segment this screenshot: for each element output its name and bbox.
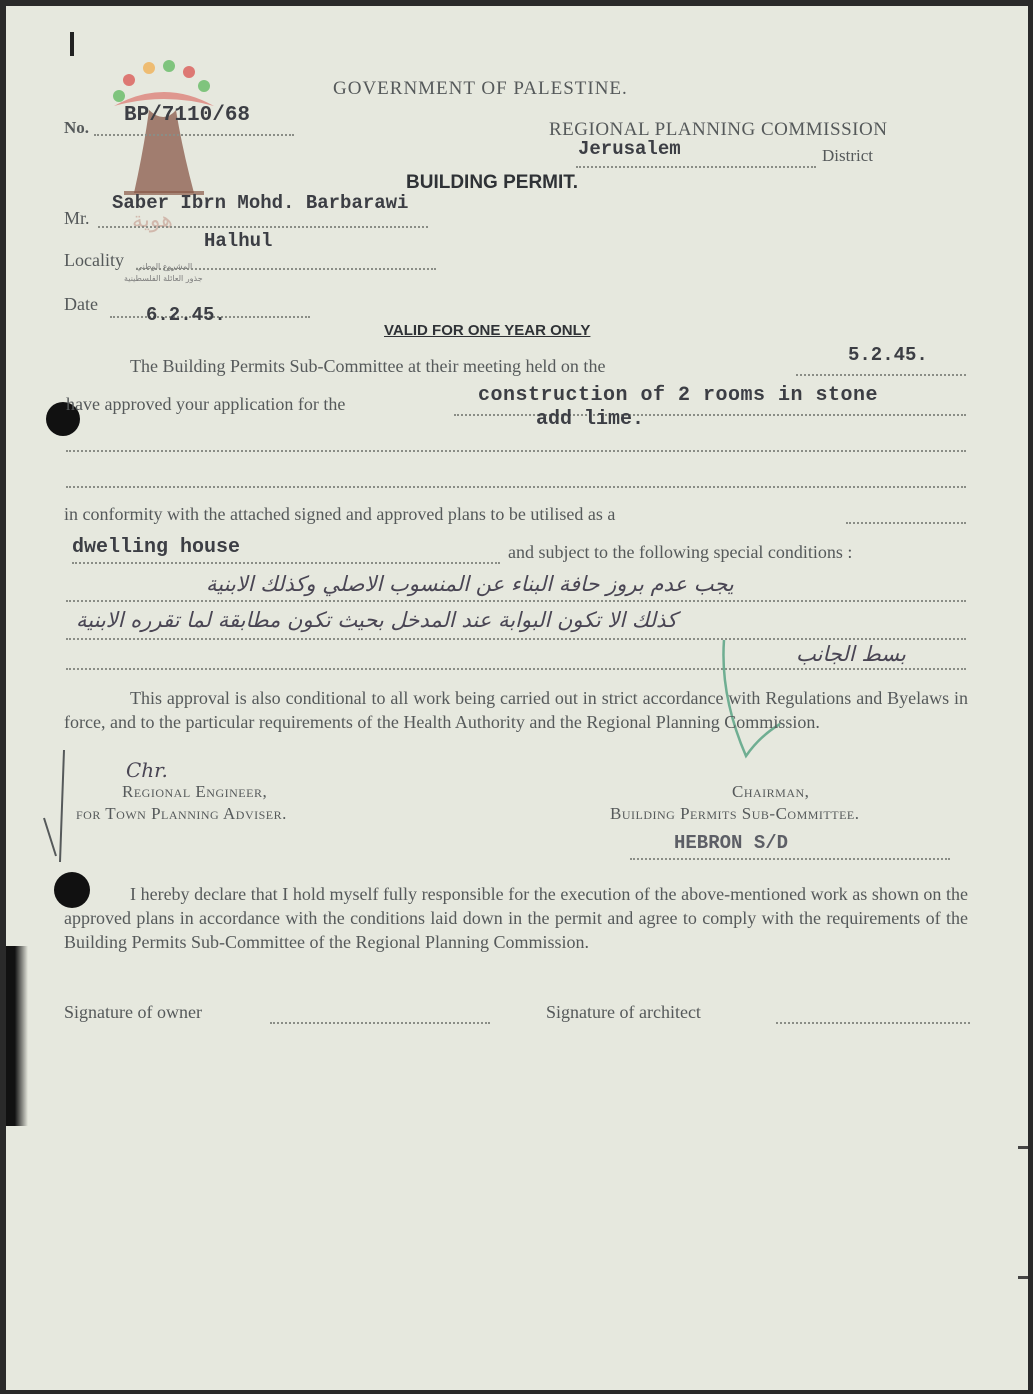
approval-paragraph: This approval is also conditional to all work being carried out in strict accordance with Regulations and Byelaws in force, and to the particular requirements of the Health Authority and the Regional Planning Commission. <box>64 688 968 732</box>
conformity-text: in conformity with the attached signed and approved plans to be utilised as a <box>64 504 616 524</box>
blank-line-1 <box>66 450 966 452</box>
construction-line1: construction of 2 rooms in stone <box>478 384 879 407</box>
watermark-arabic-line2: جذور العائلة الفلسطينية <box>124 274 203 283</box>
architect-signature-label: Signature of architect <box>546 1002 701 1022</box>
tree-logo-icon <box>104 58 224 208</box>
watermark-arabic-line1: المشروع الوطني <box>136 262 193 271</box>
permit-number-label: No. <box>64 118 90 137</box>
district-label: District <box>822 146 873 165</box>
government-heading: GOVERNMENT OF PALESTINE. <box>333 78 628 99</box>
date-label: Date <box>64 294 98 314</box>
locality-dots <box>136 268 436 270</box>
right-edge-mark <box>1018 1146 1028 1149</box>
district-value: Jerusalem <box>578 138 681 160</box>
locality-value: Halhul <box>204 230 273 252</box>
construction-dots <box>454 414 966 416</box>
engineer-subtitle: for Town Planning Adviser. <box>76 804 287 823</box>
condition-line-3 <box>66 668 966 670</box>
left-edge-shadow <box>6 946 28 1126</box>
arabic-condition-1: يجب عدم بروز حافة البناء عن المنسوب الاصلي وكذلك الابنية <box>206 572 734 596</box>
commission-heading: REGIONAL PLANNING COMMISSION <box>549 119 888 140</box>
engineer-initials: Chr. <box>126 758 168 782</box>
conformity-dots <box>846 522 966 524</box>
condition-line-1 <box>66 600 966 602</box>
permit-number-value: BP/7110/68 <box>124 104 251 127</box>
name-dots <box>98 226 428 228</box>
handwritten-bracket-icon <box>40 746 80 866</box>
use-dots <box>72 562 500 564</box>
architect-signature-dots <box>776 1022 970 1024</box>
punch-mark-top <box>70 32 74 56</box>
date-value: 6.2.45. <box>146 304 226 326</box>
owner-signature-label: Signature of owner <box>64 1002 202 1022</box>
use-value: dwelling house <box>72 536 241 559</box>
declaration-paragraph: I hereby declare that I hold myself fully responsible for the execution of the above-mentioned work as shown on the approved plans in accordance with the conditions laid down in the permit and agree to comply with the requirements of the Building Permits Sub-Committee of the Regional Planning Commission. <box>64 884 968 952</box>
approved-text: have approved your application for the <box>66 394 346 414</box>
meeting-date: 5.2.45. <box>848 344 928 366</box>
blank-line-2 <box>66 486 966 488</box>
watermark-arabic-word: هوية <box>132 208 173 233</box>
meeting-text: The Building Permits Sub-Committee at their meeting held on the <box>130 356 606 376</box>
locality-label: Locality <box>64 250 124 270</box>
construction-line2: add lime. <box>536 408 645 431</box>
chairman-signature-line <box>630 858 950 860</box>
district-dots <box>576 166 816 168</box>
owner-signature-dots <box>270 1022 490 1024</box>
hebron-stamp: HEBRON S/D <box>674 832 789 854</box>
validity-notice: VALID FOR ONE YEAR ONLY <box>384 322 591 339</box>
arabic-condition-3: بسط الجانب <box>796 642 906 666</box>
arabic-condition-2: كذلك الا تكون البوابة عند المدخل بحيث تكون مطابقة لما تقرره الابنية <box>76 608 677 632</box>
condition-line-2 <box>66 638 966 640</box>
conditions-text: and subject to the following special conditions : <box>508 542 853 562</box>
mr-label: Mr. <box>64 208 90 228</box>
permit-title: BUILDING PERMIT. <box>406 172 579 193</box>
permit-document <box>6 6 1028 1390</box>
right-edge-mark-2 <box>1018 1276 1028 1279</box>
chairman-subtitle: Building Permits Sub-Committee. <box>610 804 860 823</box>
permit-number-dots <box>94 134 294 136</box>
applicant-name: Saber Ibrn Mohd. Barbarawi <box>112 192 409 214</box>
meeting-date-dots <box>796 374 966 376</box>
engineer-title: Regional Engineer, <box>122 782 268 801</box>
chairman-title: Chairman, <box>732 782 810 801</box>
